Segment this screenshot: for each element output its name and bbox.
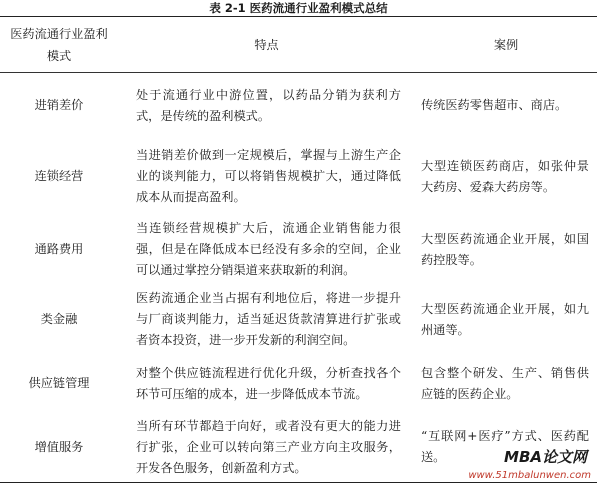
profit-model-table <box>0 16 597 483</box>
watermark-url: www.51mbalunwen.com <box>468 470 591 481</box>
row-feature: 当所有环节都趋于向好，或者没有更大的能力进行扩张，企业可以转向第三产业方向主攻服务，开发各色服务，创新盈利方式。 <box>136 418 401 475</box>
table-row <box>0 73 597 139</box>
header-feature: 特点 <box>254 37 279 52</box>
table-caption: 表 2-1 医药流通行业盈利模式总结 <box>209 1 388 15</box>
row-mode: 通路费用 <box>34 242 84 256</box>
table-row <box>0 215 597 285</box>
row-case: 传统医药零售超市、商店。 <box>421 98 568 113</box>
header-mode: 医药流通行业盈利模式 <box>10 26 108 63</box>
row-mode: 供应链管理 <box>28 376 90 390</box>
table-row <box>0 355 597 413</box>
row-mode: 连锁经营 <box>34 169 84 183</box>
row-feature: 医药流通企业当占据有利地位后，将进一步提升与厂商谈判能力，适当延迟货款清算进行扩张或者资本投资，进一步开发新的利润空间。 <box>136 291 401 347</box>
row-case: 大型医药流通企业开展，如国药控股等。 <box>421 231 589 267</box>
row-mode: 进销差价 <box>34 98 84 113</box>
row-feature: 当连锁经营规模扩大后，流通企业销售能力很强，但是在降低成本已经没有多余的空间，企业可以通过掌控分销渠道来获取新的利润。 <box>136 221 401 277</box>
row-mode: 类金融 <box>40 312 78 326</box>
row-case: “互联网+医疗”方式、医药配送。 <box>421 429 589 465</box>
row-case: 包含整个研发、生产、销售供应链的医药企业。 <box>421 365 589 401</box>
header-case: 案例 <box>493 37 519 52</box>
table-row <box>0 139 597 215</box>
table-row <box>0 285 597 355</box>
row-feature: 对整个供应链流程进行优化升级，分析查找各个环节可压缩的成本，进一步降低成本节流。 <box>136 365 401 401</box>
row-mode: 增值服务 <box>34 439 84 454</box>
table-header-row <box>0 17 597 73</box>
row-case: 大型连锁医药商店，如张仲景大药房、爱森大药房等。 <box>421 158 589 194</box>
row-feature: 当进销差价做到一定规模后，掌握与上游生产企业的谈判能力，可以将销售规模扩大，通过降低成本从而提高盈利。 <box>136 148 401 204</box>
row-case: 大型医药流通企业开展，如九州通等。 <box>421 301 589 337</box>
row-feature: 处于流通行业中游位置，以药品分销为获利方式，是传统的盈利模式。 <box>136 87 401 123</box>
watermark-logo: MBA论文网 <box>504 448 587 466</box>
